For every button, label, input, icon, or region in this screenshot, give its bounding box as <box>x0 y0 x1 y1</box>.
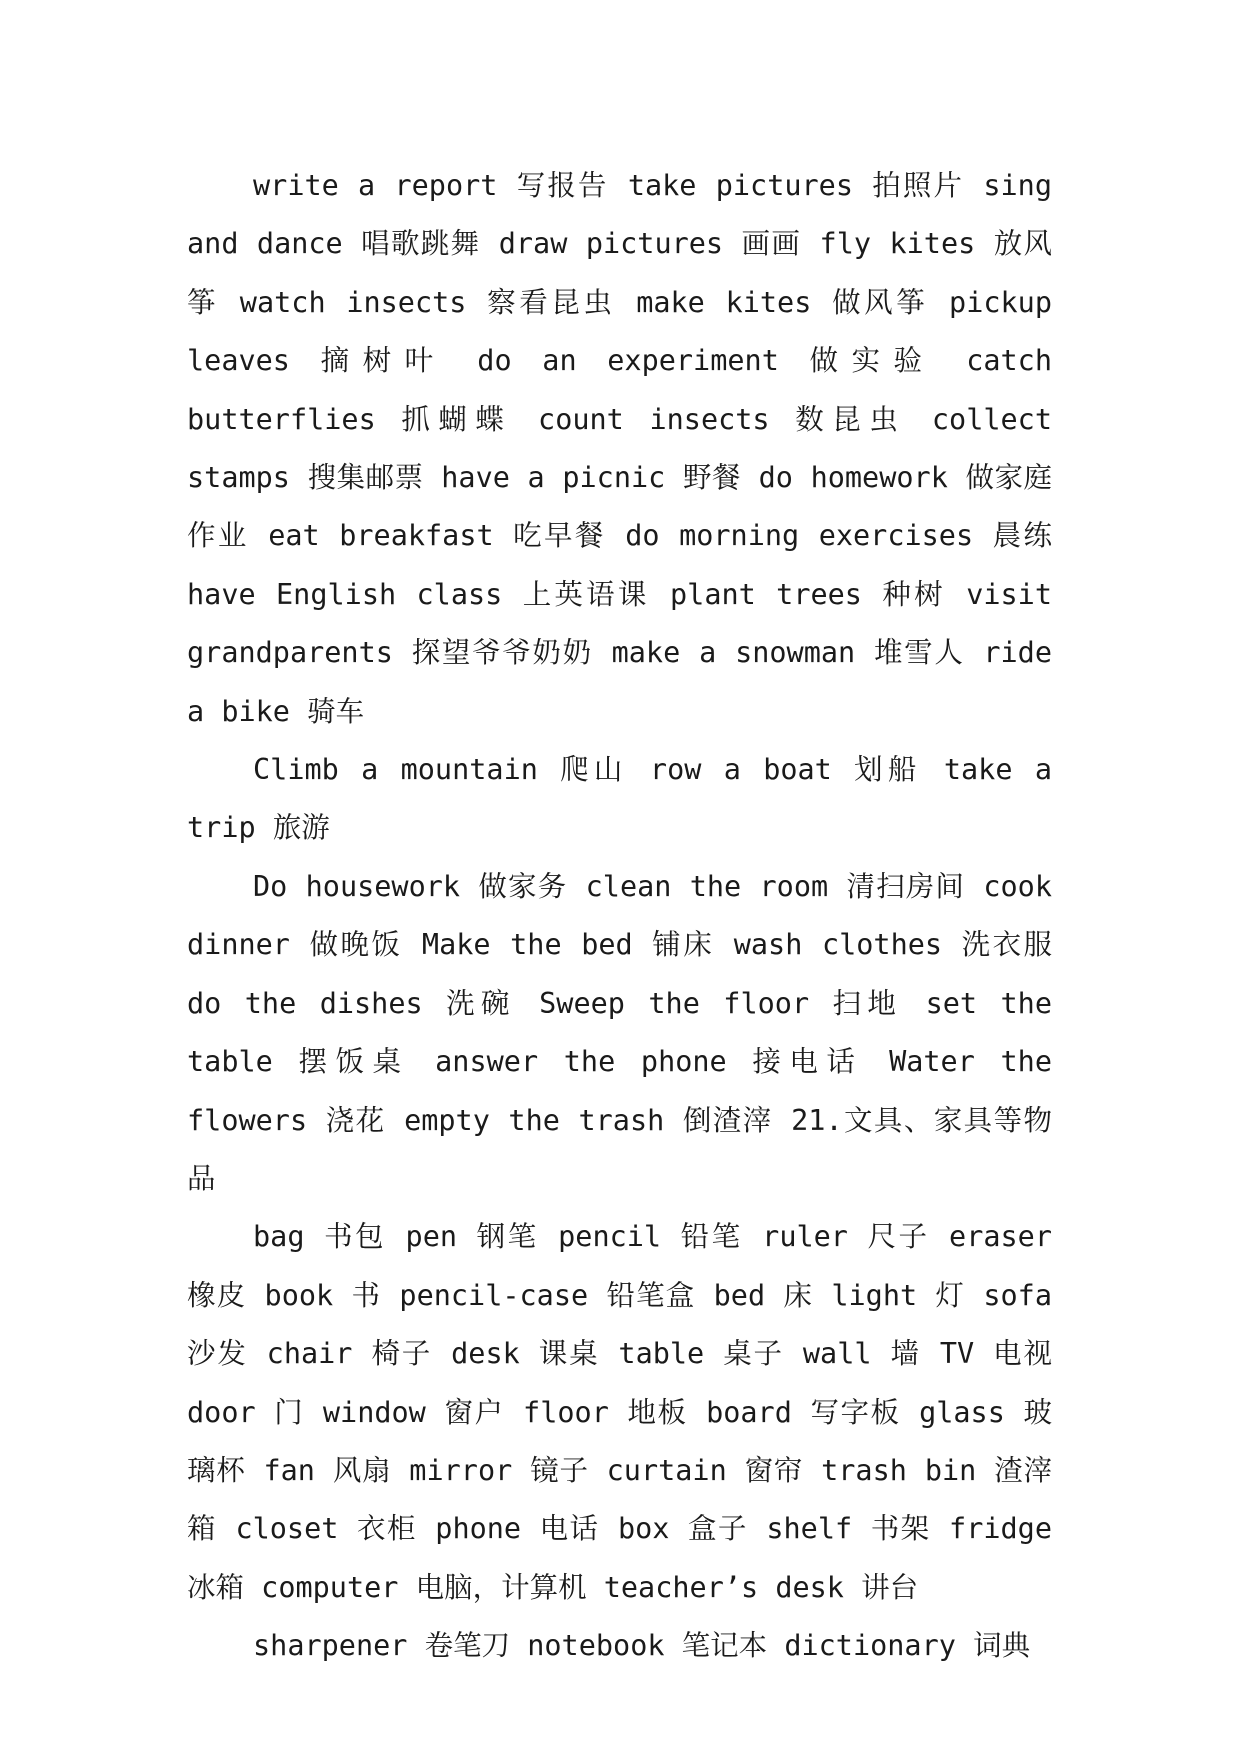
paragraph-outdoor-trips: Climb a mountain 爬山 row a boat 划船 take a trip 旅游 <box>187 753 1052 845</box>
paragraph-school-supplies: sharpener 卷笔刀 notebook 笔记本 dictionary 词典 <box>253 1629 1031 1663</box>
document-body <box>187 157 1052 1676</box>
paragraph-housework: Do housework 做家务 clean the room 清扫房间 cook dinner 做晚饭 Make the bed 铺床 wash clothes 洗衣服 do the dishes 洗碗 Sweep the floor 扫地 set the table 摆饭桌 answer the phone 接电话 Water the flowers 浇花 empty the trash 倒渣滓 21.文具、家具等物品 <box>187 869 1052 1195</box>
paragraph-stationery-furniture: bag 书包 pen 钢笔 pencil 铅笔 ruler 尺子 eraser 橡皮 book 书 pencil-case 铅笔盒 bed 床 light 灯 sofa 沙发 chair 椅子 desk 课桌 table 桌子 wall 墙 TV 电视 door 门 window 窗户 floor 地板 board 写字板 glass 玻璃杯 fan 风扇 mirror 镜子 curtain 窗帘 trash bin 渣滓箱 closet 衣柜 phone 电话 box 盒子 shelf 书架 fridge 冰箱 computer 电脑，计算机 teacher’s desk 讲台 <box>187 1220 1052 1604</box>
paragraph-activities: write a report 写报告 take pictures 拍照片 sing and dance 唱歌跳舞 draw pictures 画画 fly kites 放风筝 watch insects 察看昆虫 make kites 做风筝 pickup leaves 摘树叶 do an experiment 做实验 catch butterflies 抓蝴蝶 count insects 数昆虫 collect stamps 搜集邮票 have a picnic 野餐 do homework 做家庭作业 eat breakfast 吃早餐 do morning exercises 晨练 have English class 上英语课 plant trees 种树 visit grandparents 探望爷爷奶奶 make a snowman 堆雪人 ride a bike 骑车 <box>187 169 1052 728</box>
